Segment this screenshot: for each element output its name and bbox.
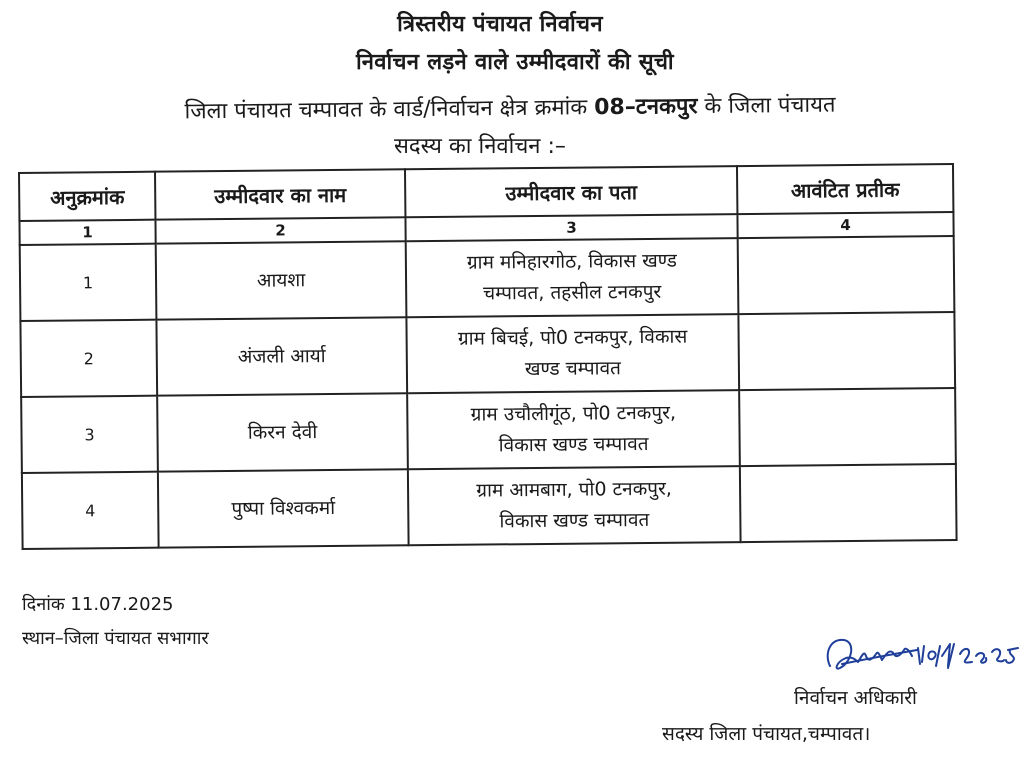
serial-number: 2 [20, 320, 157, 397]
officer-signature [822, 626, 1022, 682]
candidate-name: पुष्पा विश्वकर्मा [158, 469, 409, 547]
allotted-symbol [740, 464, 957, 542]
address-line: ग्राम आमबाग, पो0 टनकपुर, [476, 477, 672, 502]
column-header-serial: अनुक्रमांक [19, 172, 155, 221]
column-number: 1 [19, 220, 155, 245]
officer-office: सदस्य जिला पंचायत,चम्पावत। [662, 723, 871, 745]
allotted-symbol [739, 388, 956, 466]
serial-number: 1 [20, 244, 157, 321]
address-line: ग्राम उचौलीगूंठ, पो0 टनकपुर, [470, 401, 677, 426]
column-header-symbol: आवंटित प्रतीक [737, 164, 953, 214]
address-line: विकास खण्ड चम्पावत [498, 432, 649, 457]
document-subtitle: निर्वाचन लड़ने वाले उम्मीदवारों की सूची [356, 50, 674, 75]
issue-place: स्थान–जिला पंचायत सभागार [22, 628, 209, 649]
candidate-name: किरन देवी [157, 393, 408, 471]
candidate-name: आयशा [156, 241, 407, 319]
candidate-address [406, 314, 739, 393]
address-line: विकास खण्ड चम्पावत [499, 508, 650, 533]
issue-date: दिनांक 11.07.2025 [22, 594, 174, 615]
description-part2: के जिला पंचायत [697, 92, 836, 120]
candidate-address [408, 466, 741, 545]
table-row [21, 388, 956, 473]
candidate-address [406, 238, 739, 317]
election-description [30, 87, 990, 127]
candidate-name: अंजली आर्या [156, 317, 407, 395]
table-row [20, 312, 955, 397]
address-line: ग्राम मनिहारगोठ, विकास खण्ड [466, 249, 677, 274]
allotted-symbol [738, 312, 955, 390]
candidate-table-wrapper [18, 163, 956, 550]
column-number: 4 [737, 212, 953, 238]
column-header-address: उम्मीदवार का पता [405, 166, 737, 217]
candidate-address [407, 390, 740, 469]
column-header-name: उम्मीदवार का नाम [155, 169, 405, 219]
column-number: 3 [405, 214, 737, 241]
address-line: ग्राम बिचई, पो0 टनकपुर, विकास [457, 325, 688, 350]
address-line: खण्ड चम्पावत [524, 357, 622, 381]
column-number: 2 [155, 217, 405, 243]
document-title: त्रिस्तरीय पंचायत निर्वाचन [397, 12, 603, 37]
table-row [20, 236, 955, 321]
serial-number: 3 [21, 396, 158, 473]
address-line: चम्पावत, तहसील टनकपुर [482, 280, 662, 305]
officer-title: निर्वाचन अधिकारी [794, 687, 917, 709]
table-row [22, 464, 957, 549]
candidate-table [18, 163, 958, 550]
allotted-symbol [738, 236, 955, 314]
ward-number: 08–टनकपुर [594, 94, 698, 121]
description-part1: जिला पंचायत चम्पावत के वार्ड/निर्वाचन क्षेत्र क्रमांक [184, 95, 595, 125]
election-description-line2: सदस्य का निर्वाचन :– [394, 134, 566, 159]
serial-number: 4 [22, 472, 159, 549]
